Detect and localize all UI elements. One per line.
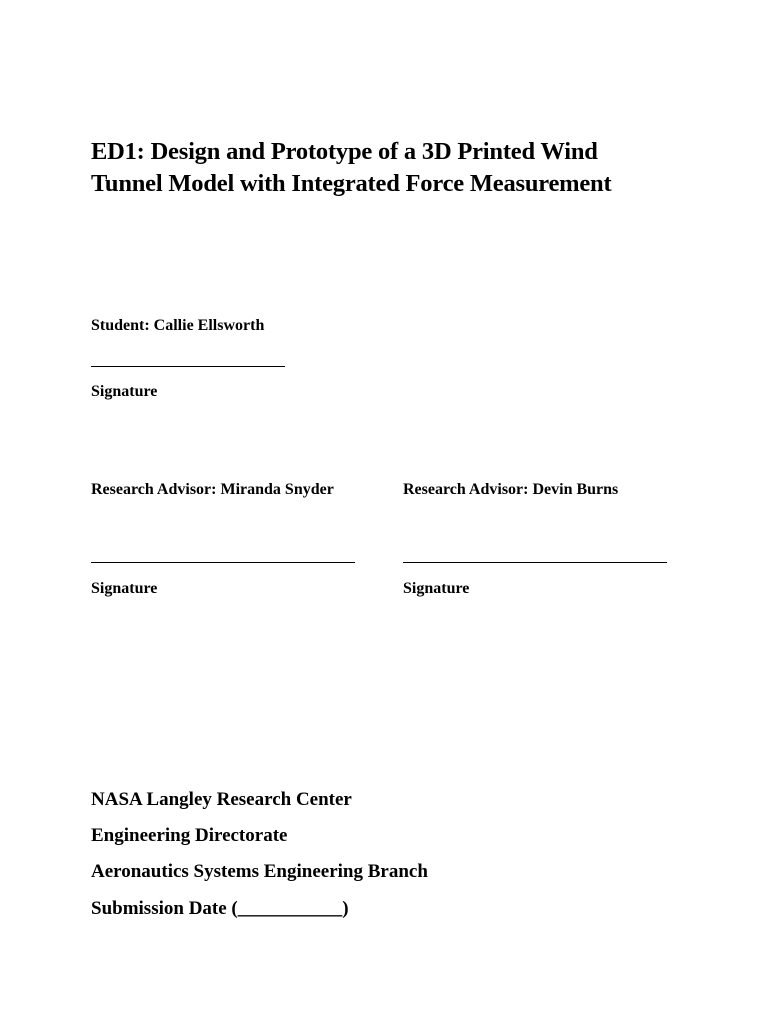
submission-date: Submission Date (___________) [91, 898, 349, 919]
advisor-1-signature-label: Signature [91, 580, 158, 597]
advisor-2-signature-label: Signature [403, 580, 470, 597]
advisor-1-name: Research Advisor: Miranda Snyder [91, 481, 334, 498]
branch-name: Aeronautics Systems Engineering Branch [91, 861, 428, 882]
advisor-2-name: Research Advisor: Devin Burns [403, 481, 619, 498]
directorate-name: Engineering Directorate [91, 825, 288, 846]
advisor-2-signature-line[interactable] [403, 562, 667, 563]
organization-name: NASA Langley Research Center [91, 789, 352, 810]
title-line-1: ED1: Design and Prototype of a 3D Printed Wind [91, 138, 598, 165]
advisor-1-signature-line[interactable] [91, 562, 355, 563]
title-line-2: Tunnel Model with Integrated Force Measurement [91, 170, 612, 197]
student-name: Student: Callie Ellsworth [91, 317, 265, 334]
document-title [91, 136, 691, 200]
student-signature-line[interactable] [91, 366, 285, 367]
student-signature-label: Signature [91, 383, 158, 400]
